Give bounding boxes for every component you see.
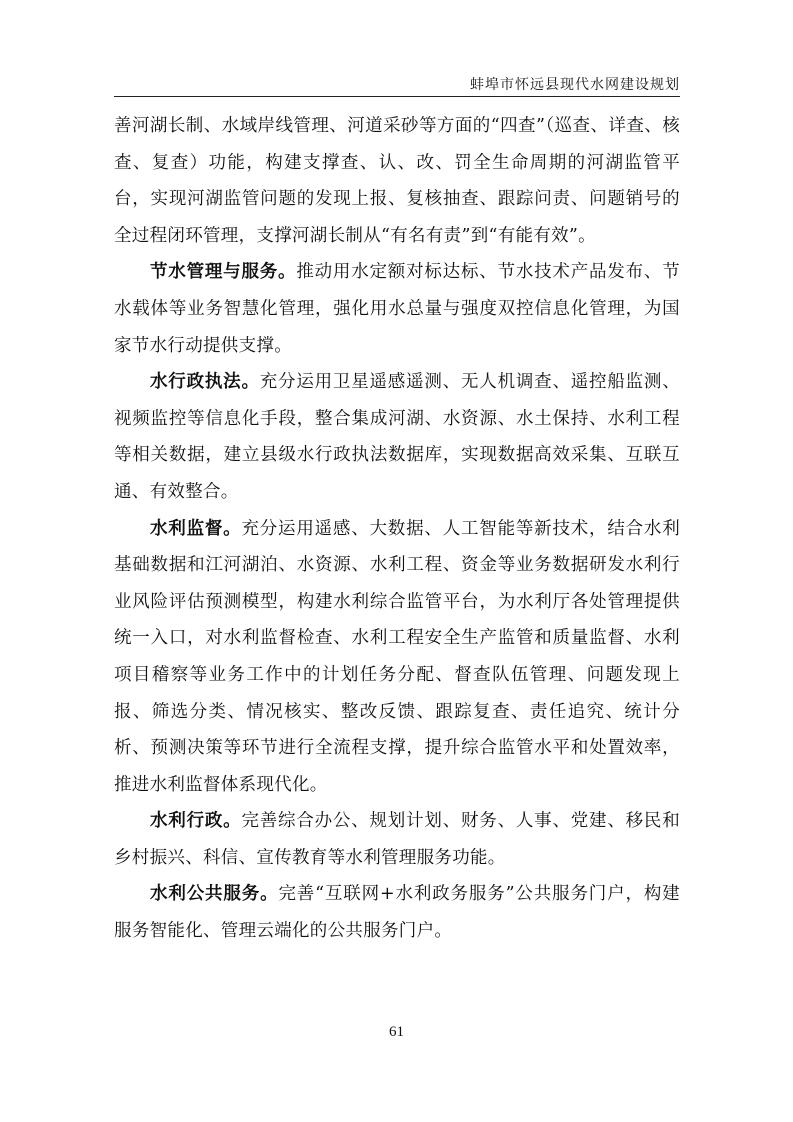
paragraph-text: 完善“互联网+水利政务服务”公共服务门户，构建服务智能化、管理云端化的公共服务门户。 <box>114 884 680 942</box>
running-header: 蚌埠市怀远县现代水网建设规划 <box>470 77 680 93</box>
paragraph-text: 充分运用遥感、大数据、人工智能等新技术，结合水利基础数据和江河湖泊、水资源、水利工程、资金等业务数据研发水利行业风险评估预测模型，构建水利综合监管平台，为水利厅各处管理提供统一入口，对水利监督检查、水利工程安全生产监管和质量监督、水利项目稽察等业务工作中的计划任务分配、督查队伍管理、问题发现上报、筛选分类、情况核实、整改反馈、跟踪复查、责任追究、统计分析、预测决策等环节进行全流程支撑，提升综合监管水平和处置效率，推进水利监督体系现代化。 <box>114 518 680 795</box>
paragraph-heading: 节水管理与服务。 <box>150 262 297 283</box>
paragraph-continuation <box>114 108 680 254</box>
paragraph-text: 善河湖长制、水域岸线管理、河道采砂等方面的“四查”（巡查、详查、核查、复查）功能，构建支撑查、认、改、罚全生命周期的河湖监管平台，实现河湖监管问题的发现上报、复核抽查、跟踪问责、问题销号的全过程闭环管理，支撑河湖长制从“有名有责”到“有能有效”。 <box>114 116 680 246</box>
paragraph-public-service <box>114 876 680 949</box>
paragraph-heading: 水利监督。 <box>150 518 242 539</box>
paragraph-law-enforcement <box>114 364 680 510</box>
paragraph-text: 充分运用卫星遥感遥测、无人机调查、遥控船监测、视频监控等信息化手段，整合集成河湖、水资源、水土保持、水利工程等相关数据，建立县级水行政执法数据库，实现数据高效采集、互联互通、有效整合。 <box>114 372 680 502</box>
paragraph-text: 推动用水定额对标达标、节水技术产品发布、节水载体等业务智慧化管理，强化用水总量与强度双控信息化管理，为国家节水行动提供支撑。 <box>114 262 680 356</box>
paragraph-heading: 水行政执法。 <box>150 372 260 393</box>
paragraph-supervision <box>114 511 680 804</box>
paragraph-heading: 水利公共服务。 <box>150 884 279 905</box>
page-number: 61 <box>389 1024 404 1040</box>
header-rule <box>114 96 680 97</box>
paragraph-text: 完善综合办公、规划计划、财务、人事、党建、移民和乡村振兴、科信、宣传教育等水利管理服务功能。 <box>114 811 680 868</box>
paragraph-water-saving <box>114 254 680 364</box>
document-body <box>114 108 680 950</box>
paragraph-administration <box>114 803 680 876</box>
paragraph-heading: 水利行政。 <box>150 811 242 832</box>
